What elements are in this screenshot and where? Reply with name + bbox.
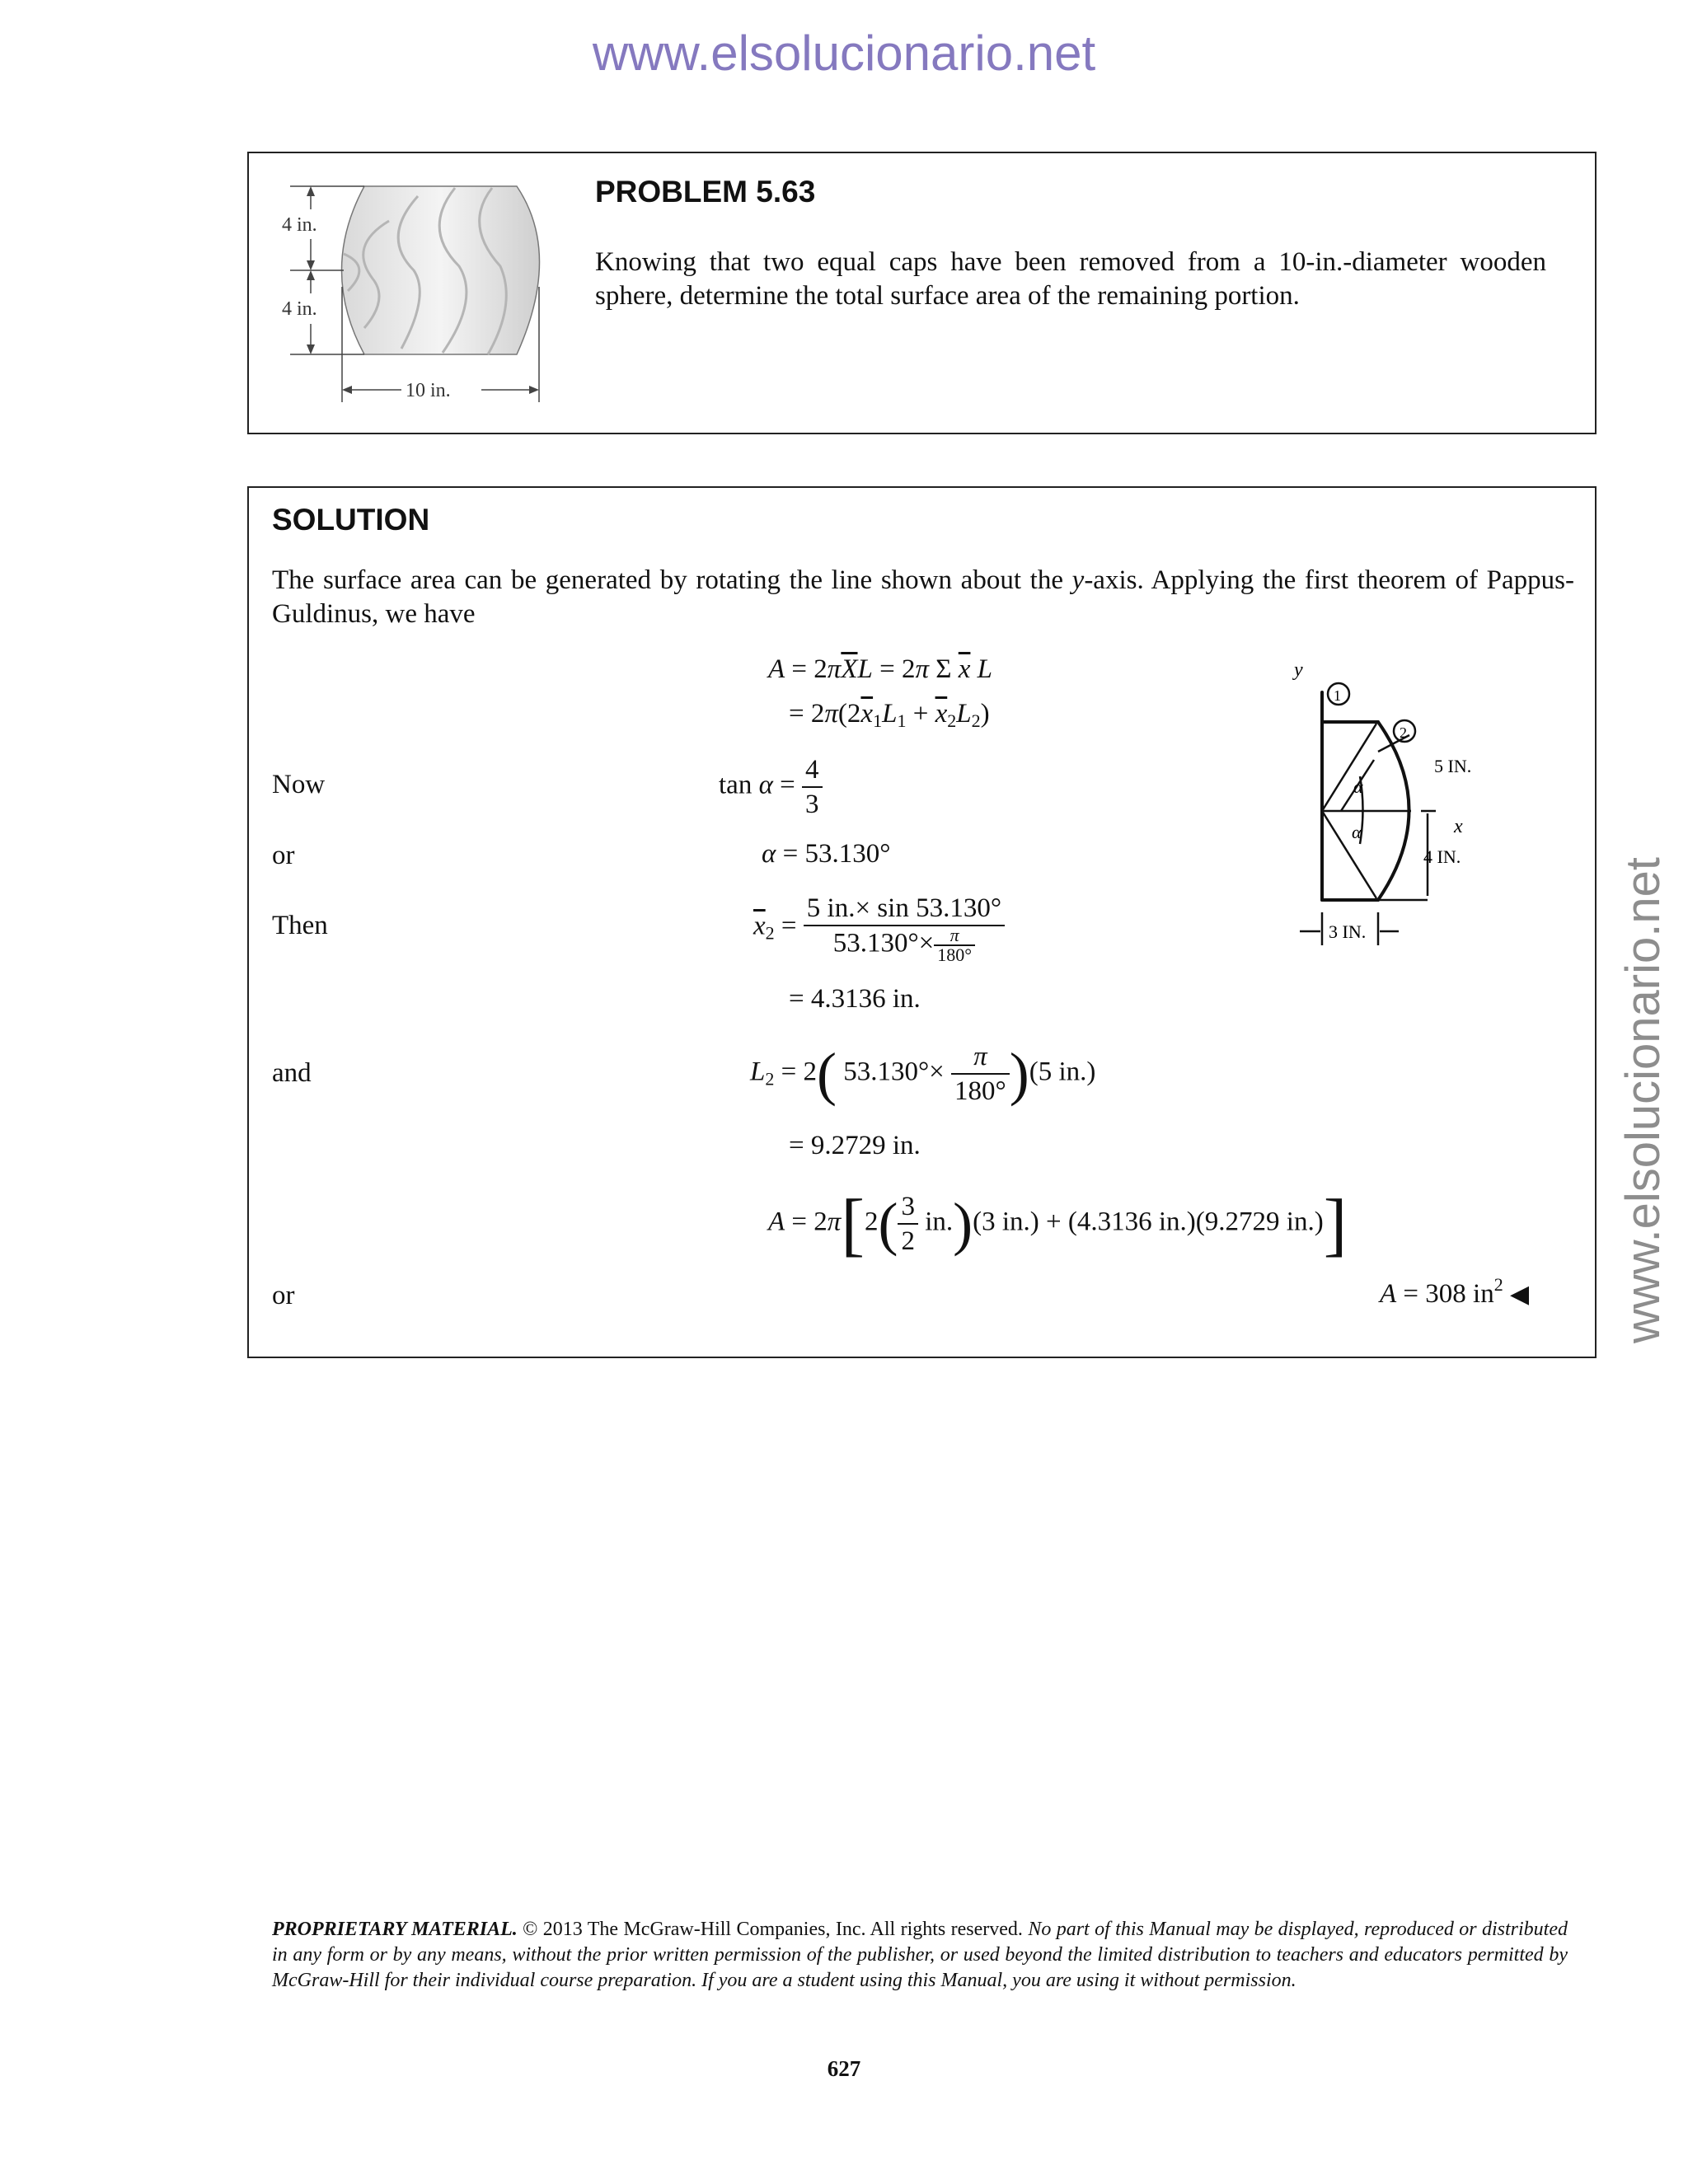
final-answer: A = 308 $in^2$ ◀	[1380, 1274, 1530, 1309]
label-and: and	[272, 1058, 312, 1088]
equation-pappus-expanded: = $2\pi(2\overline{x}_1L_1 + \overline{x}_2L_2)$	[789, 699, 990, 731]
label-or-2: or	[272, 1281, 295, 1310]
sketch-seg-2: 2	[1400, 724, 1407, 741]
dim-width-label: 10 in.	[406, 380, 451, 401]
solution-box	[247, 486, 1597, 1358]
tan-numerator: 4	[802, 753, 823, 788]
equation-pappus: $A = 2\pi\overline{X}L = 2\pi$ Σ $\overline{x}$ L	[768, 654, 993, 684]
watermark-top: www.elsolucionario.net	[592, 26, 1096, 81]
alpha-value: = 53.130°	[782, 839, 891, 869]
sketch-seg-1: 1	[1334, 687, 1341, 704]
label-now: Now	[272, 770, 326, 799]
dim-top-label: 4 in.	[282, 214, 317, 236]
sketch-alpha-1: α	[1353, 776, 1363, 797]
equation-x2: $\overline{x}_2$ = 5 in.× sin 53.130° 53.130°× $\frac{\pi}{180^\circ}$	[753, 892, 1005, 964]
sketch-alpha-2: α	[1352, 822, 1362, 842]
x2-result: = 4.3136 in.	[789, 984, 921, 1014]
problem-text: Knowing that two equal caps have been removed from a 10-in.-diameter wooden sphere, determine the total surface area of the remaining portion.	[595, 247, 1546, 311]
solution-intro: The surface area can be generated by rotating the line shown about the y-axis. Applying the first theorem of Pappus-Guldinus, we have	[272, 565, 1574, 629]
x2-denominator: 53.130°× $\frac{\pi}{180^\circ}$	[804, 926, 1005, 964]
equation-tan: tan α = $\frac{4}{3}$	[719, 753, 823, 821]
sketch-radius-label: 5 IN.	[1434, 756, 1472, 776]
tan-denominator: 3	[805, 790, 819, 819]
sketch-axis-x: x	[1454, 816, 1463, 837]
sketch-offset-label: 3 IN.	[1329, 921, 1367, 942]
label-or-1: or	[272, 841, 295, 870]
dim-bottom-label: 4 in.	[282, 298, 317, 320]
problem-box	[247, 152, 1597, 434]
solution-sketch	[1263, 653, 1526, 958]
equation-alpha: α = 53.130°	[762, 839, 891, 869]
sphere-figure	[265, 163, 587, 410]
equation-L2: $L_2 = 2$( 53.130°× $\frac{\pi}{180^\circ}$ )(5 in.)	[750, 1041, 1096, 1107]
label-then: Then	[272, 911, 328, 940]
equation-area: A = 2π[2( $\frac{3}{2}$ in.)(3 in.) + (4.3136 in.)(9.2729 in.)]	[768, 1184, 1348, 1263]
problem-title: PROBLEM 5.63	[595, 175, 816, 209]
x2-numerator: 5 in.× sin 53.130°	[804, 892, 1005, 926]
L2-result: = 9.2729 in.	[789, 1131, 921, 1160]
sketch-axis-y: y	[1294, 659, 1303, 681]
sketch-height-label: 4 IN.	[1423, 846, 1461, 867]
solution-title: SOLUTION	[272, 503, 430, 537]
watermark-side: www.elsolucionario.net	[1616, 857, 1670, 1343]
page-number: 627	[827, 2056, 861, 2081]
copyright-footer: PROPRIETARY MATERIAL. © 2013 The McGraw-Hill Companies, Inc. All rights reserved. No part of this Manual may be displayed, reproduced or distributed in any form or by any means, without the prior written permission of the publisher, or used beyond the limited distribution to teachers and educators permitted by McGraw-Hill for their individual course preparation. If you are a student using this Manual, you are using it without permission.	[272, 1919, 1568, 1991]
